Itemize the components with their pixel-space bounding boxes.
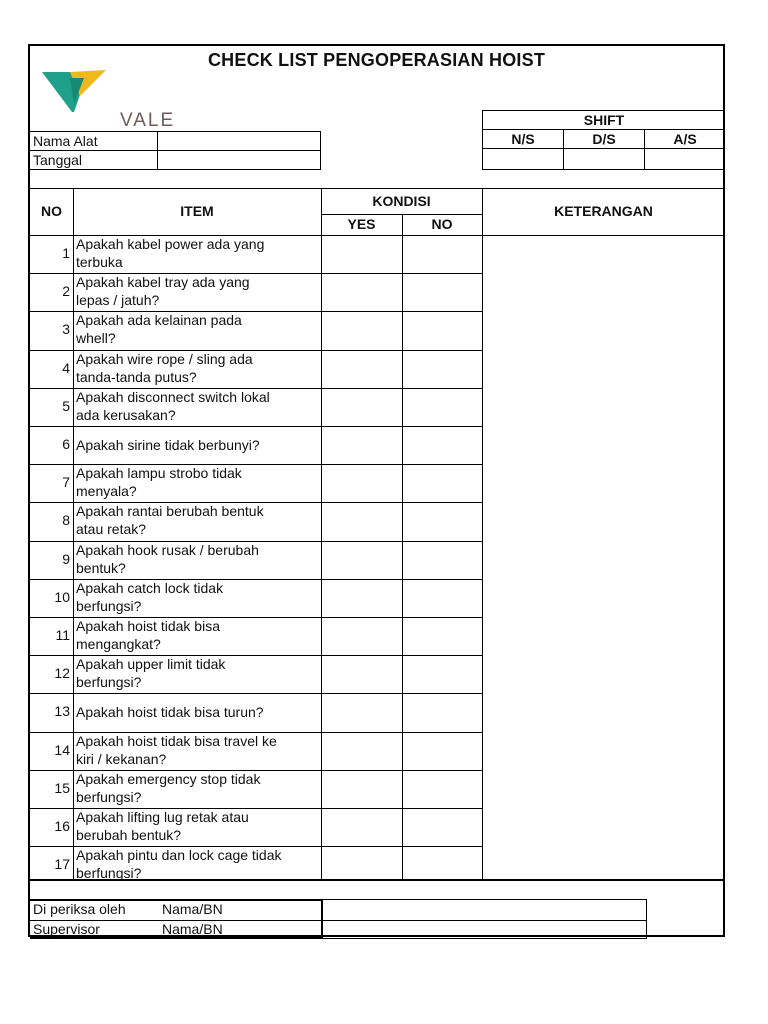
row-item-line1: Apakah pintu dan lock cage tidak [76, 847, 282, 864]
row-item-line2: atau retak? [76, 521, 147, 538]
row-item-line2: lepas / jatuh? [76, 292, 160, 309]
row-no-checkbox-cell[interactable] [402, 426, 482, 464]
vale-logo-text: VALE [120, 110, 176, 131]
row-number: 14 [54, 741, 70, 758]
row-item-line1: Apakah lifting lug retak atau [76, 809, 249, 825]
row-item-text [76, 770, 326, 806]
row-item-line1: Apakah hoist tidak bisa travel ke [76, 732, 277, 749]
row-no-checkbox-cell[interactable] [402, 693, 482, 731]
row-item-text [76, 350, 326, 386]
row-no-checkbox-cell[interactable] [402, 541, 482, 579]
shift-as-label: A/S [644, 129, 725, 149]
row-item-line1: Apakah hoist tidak bisa turun? [76, 704, 264, 721]
row-number: 5 [62, 397, 70, 414]
shift-ds-field[interactable] [563, 148, 645, 170]
col-item-header: ITEM [180, 203, 214, 219]
row-yes-checkbox-cell[interactable] [321, 426, 402, 464]
col-keterangan-header: KETERANGAN [554, 203, 653, 219]
row-item-text [76, 311, 326, 347]
row-item-text [76, 235, 326, 271]
row-item-line1: Apakah emergency stop tidak [76, 770, 261, 787]
row-item-line2: bentuk? [76, 559, 126, 576]
row-item-line2: berfungsi? [76, 788, 142, 805]
col-kondisi-header: KONDISI [372, 193, 431, 209]
row-item-line2: kiri / kekanan? [76, 750, 167, 767]
row-item-line2: berfungsi? [76, 865, 142, 882]
row-item-line1: Apakah rantai berubah bentuk [76, 503, 264, 520]
shift-as-field[interactable] [644, 148, 725, 170]
row-number: 17 [54, 856, 70, 873]
row-item-text [76, 502, 326, 538]
vale-logo [40, 66, 180, 131]
col-yes-header: YES [347, 216, 376, 232]
row-no-checkbox-cell[interactable] [402, 808, 482, 846]
row-item-line1: Apakah lampu strobo tidak [76, 465, 242, 482]
row-yes-checkbox-cell[interactable] [321, 617, 402, 655]
row-number: 7 [62, 474, 70, 491]
row-yes-checkbox-cell[interactable] [321, 388, 402, 426]
row-no-checkbox-cell[interactable] [402, 617, 482, 655]
row-item-line2: whell? [76, 330, 116, 347]
row-number: 13 [54, 703, 70, 720]
row-yes-checkbox-cell[interactable] [321, 808, 402, 846]
shift-ns-field[interactable] [482, 148, 564, 170]
row-yes-checkbox-cell[interactable] [321, 579, 402, 617]
supervisor-nama-bn: Nama/BN [162, 921, 223, 937]
row-number: 10 [54, 588, 70, 605]
row-item-text [76, 846, 326, 882]
diperiksa-label: Di periksa oleh [33, 901, 126, 917]
row-no-checkbox-cell[interactable] [402, 579, 482, 617]
row-item-line1: Apakah hook rusak / berubah [76, 541, 259, 558]
row-number: 8 [62, 512, 70, 529]
row-yes-checkbox-cell[interactable] [321, 464, 402, 502]
row-no-checkbox-cell[interactable] [402, 502, 482, 540]
row-no-checkbox-cell[interactable] [402, 770, 482, 808]
tanggal-field[interactable] [157, 150, 321, 170]
row-yes-checkbox-cell[interactable] [321, 311, 402, 349]
row-no-checkbox-cell[interactable] [402, 464, 482, 502]
row-item-text [76, 464, 326, 500]
row-yes-checkbox-cell[interactable] [321, 693, 402, 731]
row-no-checkbox-cell[interactable] [402, 235, 482, 273]
shift-ns-label: N/S [482, 129, 564, 149]
row-no-checkbox-cell[interactable] [402, 273, 482, 311]
row-yes-checkbox-cell[interactable] [321, 273, 402, 311]
row-item-text [76, 436, 326, 454]
diperiksa-nama-bn: Nama/BN [162, 901, 223, 917]
row-number: 15 [54, 779, 70, 796]
shift-header: SHIFT [482, 110, 725, 130]
tanggal-label: Tanggal [30, 150, 158, 170]
row-item-text [76, 703, 326, 721]
checklist-sheet [28, 44, 725, 937]
signature-field-box[interactable] [323, 899, 647, 939]
row-item-text [76, 732, 326, 768]
row-yes-checkbox-cell[interactable] [321, 541, 402, 579]
vale-logo-mark-icon [40, 66, 120, 116]
row-number: 2 [62, 283, 70, 300]
row-item-text [76, 273, 326, 309]
row-no-checkbox-cell[interactable] [402, 311, 482, 349]
row-number: 3 [62, 321, 70, 338]
supervisor-label: Supervisor [33, 921, 100, 937]
row-no-checkbox-cell[interactable] [402, 732, 482, 770]
row-item-line2: tanda-tanda putus? [76, 368, 197, 385]
row-no-checkbox-cell[interactable] [402, 350, 482, 388]
row-item-line2: ada kerusakan? [76, 406, 176, 423]
row-yes-checkbox-cell[interactable] [321, 235, 402, 273]
row-item-line1: Apakah catch lock tidak [76, 579, 224, 596]
shift-ds-label: D/S [563, 129, 645, 149]
row-item-text [76, 655, 326, 691]
row-item-line1: Apakah kabel power ada yang [76, 236, 265, 252]
row-yes-checkbox-cell[interactable] [321, 655, 402, 693]
row-item-line2: berfungsi? [76, 674, 142, 691]
row-yes-checkbox-cell[interactable] [321, 732, 402, 770]
row-item-line1: Apakah sirine tidak berbunyi? [76, 437, 260, 453]
row-number: 12 [54, 665, 70, 682]
col-no-header: NO [41, 203, 62, 219]
row-item-line2: berfungsi? [76, 597, 142, 614]
row-item-line2: mengangkat? [76, 636, 161, 652]
row-no-checkbox-cell[interactable] [402, 655, 482, 693]
row-number: 16 [54, 818, 70, 834]
col-no-cond-header: NO [431, 216, 453, 232]
row-item-line2: terbuka [76, 254, 123, 270]
row-item-line1: Apakah hoist tidak bisa [76, 618, 220, 634]
row-number: 11 [55, 627, 70, 643]
row-no-checkbox-cell[interactable] [402, 388, 482, 426]
row-item-text [76, 541, 326, 577]
nama-alat-label: Nama Alat [30, 131, 158, 151]
row-item-text [76, 808, 326, 844]
row-yes-checkbox-cell[interactable] [321, 502, 402, 540]
row-yes-checkbox-cell[interactable] [321, 770, 402, 808]
keterangan-field[interactable] [482, 235, 725, 879]
row-item-text [76, 617, 326, 653]
row-number: 1 [62, 245, 70, 261]
row-item-line1: Apakah disconnect switch lokal [76, 388, 270, 405]
row-yes-checkbox-cell[interactable] [321, 350, 402, 388]
row-number: 4 [62, 359, 70, 376]
row-item-line2: menyala? [76, 483, 137, 500]
row-number: 9 [62, 550, 70, 567]
page-title: CHECK LIST PENGOPERASIAN HOIST [207, 50, 546, 70]
nama-alat-field[interactable] [157, 131, 321, 151]
row-item-line1: Apakah kabel tray ada yang [76, 274, 250, 291]
row-item-text [76, 388, 326, 424]
row-item-line2: berubah bentuk? [76, 827, 182, 843]
row-item-line1: Apakah wire rope / sling ada [76, 350, 253, 367]
row-item-line1: Apakah ada kelainan pada [76, 312, 242, 329]
row-item-text [76, 579, 326, 615]
row-number: 6 [62, 436, 70, 452]
row-item-line1: Apakah upper limit tidak [76, 656, 226, 673]
